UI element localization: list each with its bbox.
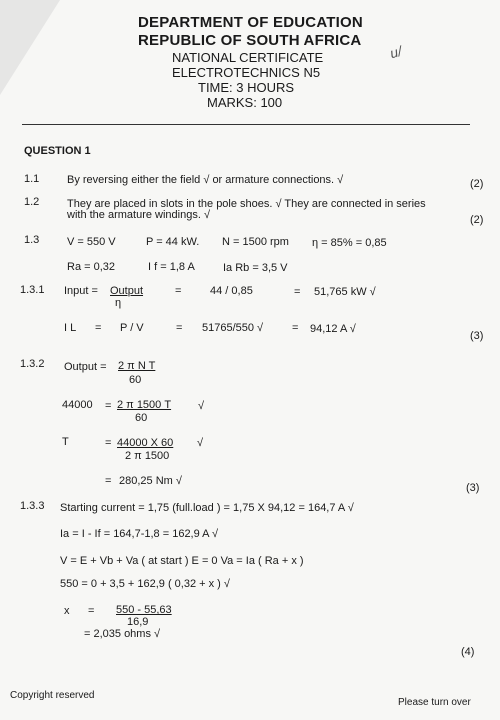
item-number: 1.3.2 xyxy=(20,358,45,370)
check-mark: √ xyxy=(197,437,204,449)
equals-sign: = xyxy=(105,437,112,449)
subject-heading: ELECTROTECHNICS N5 xyxy=(172,65,321,80)
result: = 2,035 ohms √ xyxy=(84,628,161,640)
answer-text: with the armature windings. √ xyxy=(67,209,210,221)
equals-sign: = xyxy=(175,285,182,297)
given-power: P = 44 kW. xyxy=(146,236,200,248)
fraction-denominator: 60 xyxy=(129,374,142,386)
item-number: 1.3.3 xyxy=(20,500,45,512)
equals-sign: = xyxy=(105,475,112,487)
copyright-notice: Copyright reserved xyxy=(10,690,95,701)
fraction-denominator: η xyxy=(115,297,122,309)
substitution-line: 550 = 0 + 3,5 + 162,9 ( 0,32 + x ) √ xyxy=(60,578,230,590)
marks-heading: MARKS: 100 xyxy=(207,95,283,110)
marks-allocation: (3) xyxy=(466,482,480,494)
marks-allocation: (2) xyxy=(470,214,484,226)
given-voltage: V = 550 V xyxy=(67,236,116,248)
marks-allocation: (4) xyxy=(461,646,475,658)
marks-allocation: (2) xyxy=(470,178,484,190)
fraction-numerator: 550 - 55,63 xyxy=(116,604,172,616)
calc-step: P / V xyxy=(120,322,144,334)
republic-heading: REPUBLIC OF SOUTH AFRICA xyxy=(138,32,362,49)
item-number: 1.1 xyxy=(24,173,40,185)
ia-line: Ia = I - If = 164,7-1,8 = 162,9 A √ xyxy=(60,528,219,540)
equals-sign: = xyxy=(95,322,102,334)
given-efficiency: η = 85% = 0,85 xyxy=(312,237,387,249)
t-label: T xyxy=(62,436,69,448)
fraction-numerator: 2 π 1500 T xyxy=(117,399,172,411)
given-speed: N = 1500 rpm xyxy=(222,236,289,248)
given-ra: Ra = 0,32 xyxy=(67,261,116,273)
fraction-denominator: 2 π 1500 xyxy=(125,450,170,462)
time-heading: TIME: 3 HOURS xyxy=(198,80,295,95)
result: 51,765 kW √ xyxy=(314,286,376,298)
department-heading: DEPARTMENT OF EDUCATION xyxy=(138,14,363,31)
examiner-initials: u/ xyxy=(388,42,404,62)
x-label: x xyxy=(64,605,70,617)
result: 94,12 A √ xyxy=(310,323,356,335)
page-fold-shadow xyxy=(0,0,60,95)
value-label: 44000 xyxy=(62,399,93,411)
answer-text: By reversing either the field √ or armature connections. √ xyxy=(67,174,344,186)
given-iarb: Ia Rb = 3,5 V xyxy=(223,262,288,274)
equals-sign: = xyxy=(176,322,183,334)
il-label: I L xyxy=(64,322,77,334)
calc-step: 44 / 0,85 xyxy=(210,285,253,297)
starting-current-line: Starting current = 1,75 (full.load ) = 1,75 X 94,12 = 164,7 A √ xyxy=(60,502,354,514)
output-label: Output = xyxy=(64,361,107,373)
check-mark: √ xyxy=(198,400,205,412)
header-rule xyxy=(22,124,470,125)
calc-step: 51765/550 √ xyxy=(202,322,264,334)
given-if: I f = 1,8 A xyxy=(148,261,195,273)
item-number: 1.2 xyxy=(24,196,40,208)
certificate-heading: NATIONAL CERTIFICATE xyxy=(172,50,324,65)
answer-text: They are placed in slots in the pole shoes. √ They are connected in series xyxy=(67,198,426,210)
fraction-denominator: 60 xyxy=(135,412,148,424)
fraction-numerator: 44000 X 60 xyxy=(117,437,174,449)
turn-over-notice: Please turn over xyxy=(398,697,471,708)
equals-sign: = xyxy=(292,322,299,334)
fraction-numerator: Output xyxy=(110,285,144,297)
item-number: 1.3 xyxy=(24,234,40,246)
marks-allocation: (3) xyxy=(470,330,484,342)
equals-sign: = xyxy=(105,400,112,412)
result: 280,25 Nm √ xyxy=(119,475,182,487)
voltage-equation-line: V = E + Vb + Va ( at start ) E = 0 Va = Ia ( Ra + x ) xyxy=(60,555,304,567)
equals-sign: = xyxy=(88,605,95,617)
item-number: 1.3.1 xyxy=(20,284,45,296)
input-label: Input = xyxy=(64,285,98,297)
equals-sign: = xyxy=(294,286,301,298)
question-title: QUESTION 1 xyxy=(24,145,91,157)
fraction-denominator: 16,9 xyxy=(127,616,149,628)
fraction-numerator: 2 π N T xyxy=(118,360,156,372)
